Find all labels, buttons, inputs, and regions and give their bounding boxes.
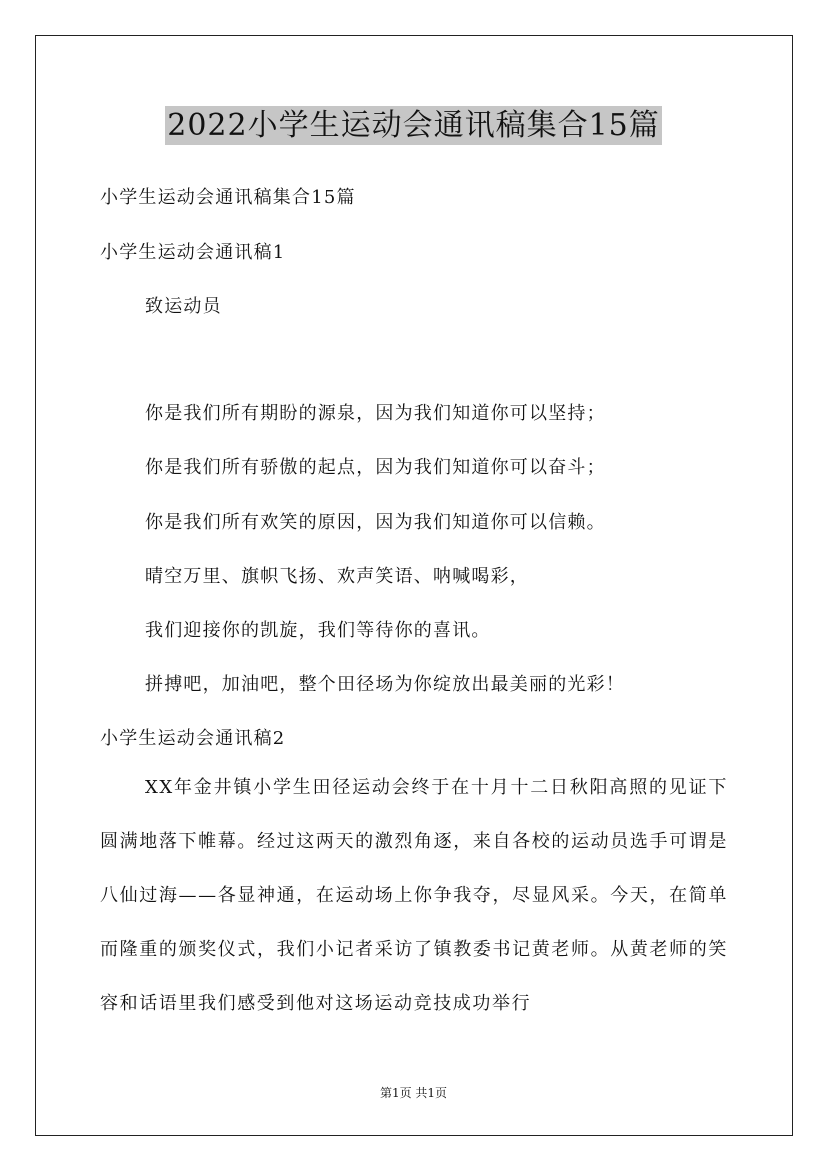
poem-line: 你是我们所有骄傲的起点，因为我们知道你可以奋斗； <box>145 457 606 478</box>
poem-line: 你是我们所有欢笑的原因，因为我们知道你可以信赖。 <box>145 512 606 533</box>
section-2-paragraph: XX年金井镇小学生田径运动会终于在十月十二日秋阳高照的见证下圆满地落下帷幕。经过这两天的激烈角逐，来自各校的运动员选手可谓是八仙过海——各显神通，在运动场上你争我夺，尽显风采。今天，在简单而隆重的颁奖仪式，我们小记者采访了镇教委书记黄老师。从黄老师的笑容和话语里我们感受到他对这场运动竞技成功举行 <box>100 777 728 1014</box>
page-footer: 第1页 共1页 <box>379 1086 448 1100</box>
poem-line: 你是我们所有期盼的源泉，因为我们知道你可以坚持； <box>145 403 606 424</box>
title-highlight: 2022小学生运动会通讯稿集合15篇 <box>167 108 660 143</box>
poem-line: 拼搏吧，加油吧，整个田径场为你绽放出最美丽的光彩！ <box>145 674 625 695</box>
poem-line: 我们迎接你的凯旋，我们等待你的喜讯。 <box>145 620 491 641</box>
document-title <box>0 100 827 144</box>
greeting: 致运动员 <box>145 296 222 317</box>
subtitle: 小学生运动会通讯稿集合15篇 <box>100 187 356 208</box>
section-heading-1: 小学生运动会通讯稿1 <box>100 242 286 263</box>
section-heading-2: 小学生运动会通讯稿2 <box>100 728 286 749</box>
poem-line: 晴空万里、旗帜飞扬、欢声笑语、呐喊喝彩， <box>145 566 529 587</box>
